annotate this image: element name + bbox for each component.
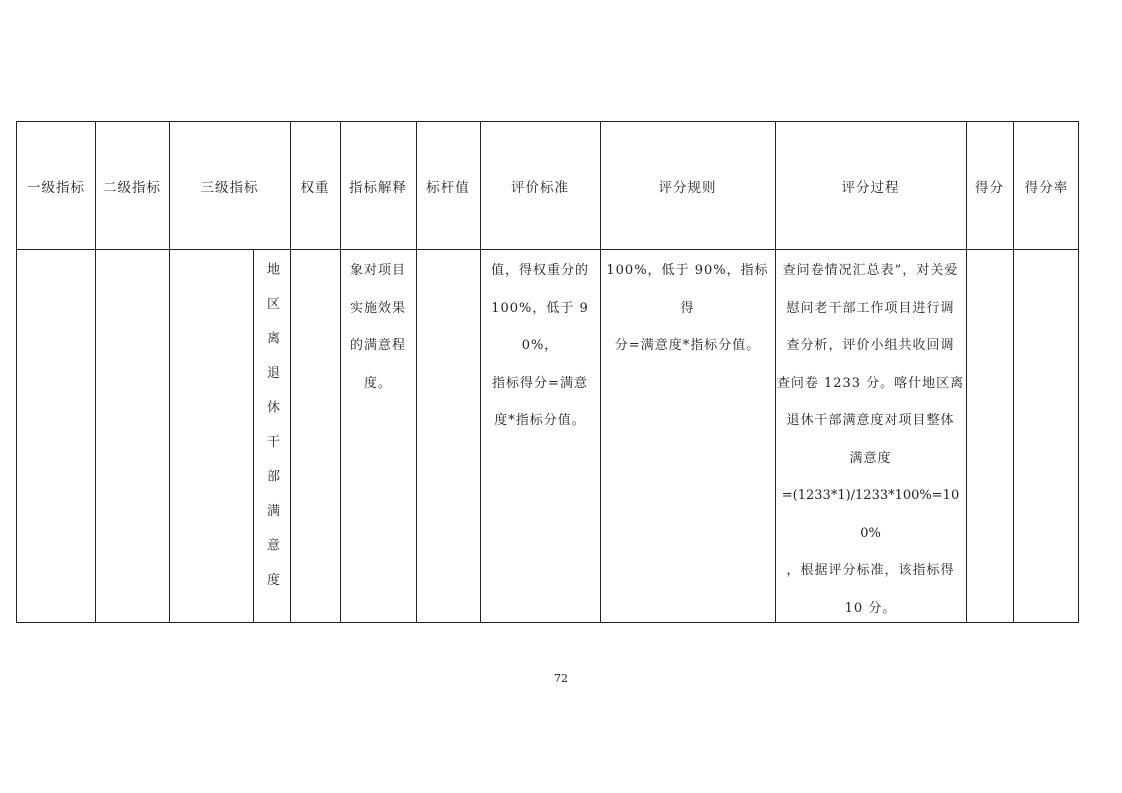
criteria-line: 度*指标分值。 — [494, 413, 586, 428]
cell-level2 — [95, 250, 169, 252]
cell-weight — [290, 250, 340, 252]
header-benchmark: 标杆值 — [426, 179, 470, 196]
cell-process — [775, 250, 966, 627]
cell-rules — [600, 250, 775, 365]
cell-benchmark — [416, 250, 480, 252]
header-level1: 一级指标 — [27, 179, 85, 196]
cell-explanation — [340, 250, 416, 402]
process-line: ，根据评分标准，该指标得 — [786, 563, 955, 578]
header-score-rate: 得分率 — [1024, 179, 1069, 196]
cell-score-rate — [1013, 250, 1080, 252]
cell-criteria — [480, 250, 600, 440]
header-level3: 三级指标 — [200, 179, 259, 196]
process-line: 慰问老干部工作项目进行调 — [786, 300, 955, 316]
process-line: 10 分。 — [844, 600, 897, 616]
process-line: 查分析，评价小组共收回调 — [786, 338, 955, 353]
process-line: 退休干部满意度对项目整体 — [786, 413, 955, 428]
header-criteria: 评价标准 — [511, 179, 569, 196]
cell-level1 — [17, 250, 95, 252]
header-explanation: 指标解释 — [349, 179, 407, 196]
header-weight: 权重 — [300, 179, 330, 196]
criteria-line: 指标得分=满意 — [492, 375, 588, 391]
process-line: 查问卷情况汇总表”，对关爱 — [782, 263, 959, 278]
process-line: 满意度 — [849, 450, 892, 466]
header-level2: 二级指标 — [103, 179, 161, 196]
process-line: 查问卷 1233 分。喀什地区离 — [776, 375, 965, 391]
explanation-line: 度。 — [363, 375, 392, 391]
evaluation-table — [16, 121, 1079, 623]
process-line: =(1233*1)/1233*100%=100% — [781, 488, 960, 541]
cell-level3-sub — [253, 250, 290, 623]
criteria-line: 100%，低于 90%， — [491, 300, 589, 353]
cell-score — [966, 250, 1013, 252]
explanation-line: 的满意程 — [349, 338, 406, 353]
explanation-line: 象对项目 — [349, 263, 406, 278]
header-rules: 评分规则 — [658, 179, 717, 196]
header-score: 得分 — [975, 179, 1004, 196]
explanation-line: 实施效果 — [349, 300, 406, 316]
rules-line: 100%，低于 90%，指标得 — [606, 263, 769, 316]
header-process: 评分过程 — [841, 179, 900, 196]
level3-sub-text: 地区离退休干部满意度 — [264, 262, 279, 607]
cell-level3 — [169, 250, 253, 252]
rules-line: 分=满意度*指标分值。 — [614, 338, 761, 353]
criteria-line: 值，得权重分的 — [490, 263, 589, 278]
page-number: 72 — [554, 672, 568, 685]
